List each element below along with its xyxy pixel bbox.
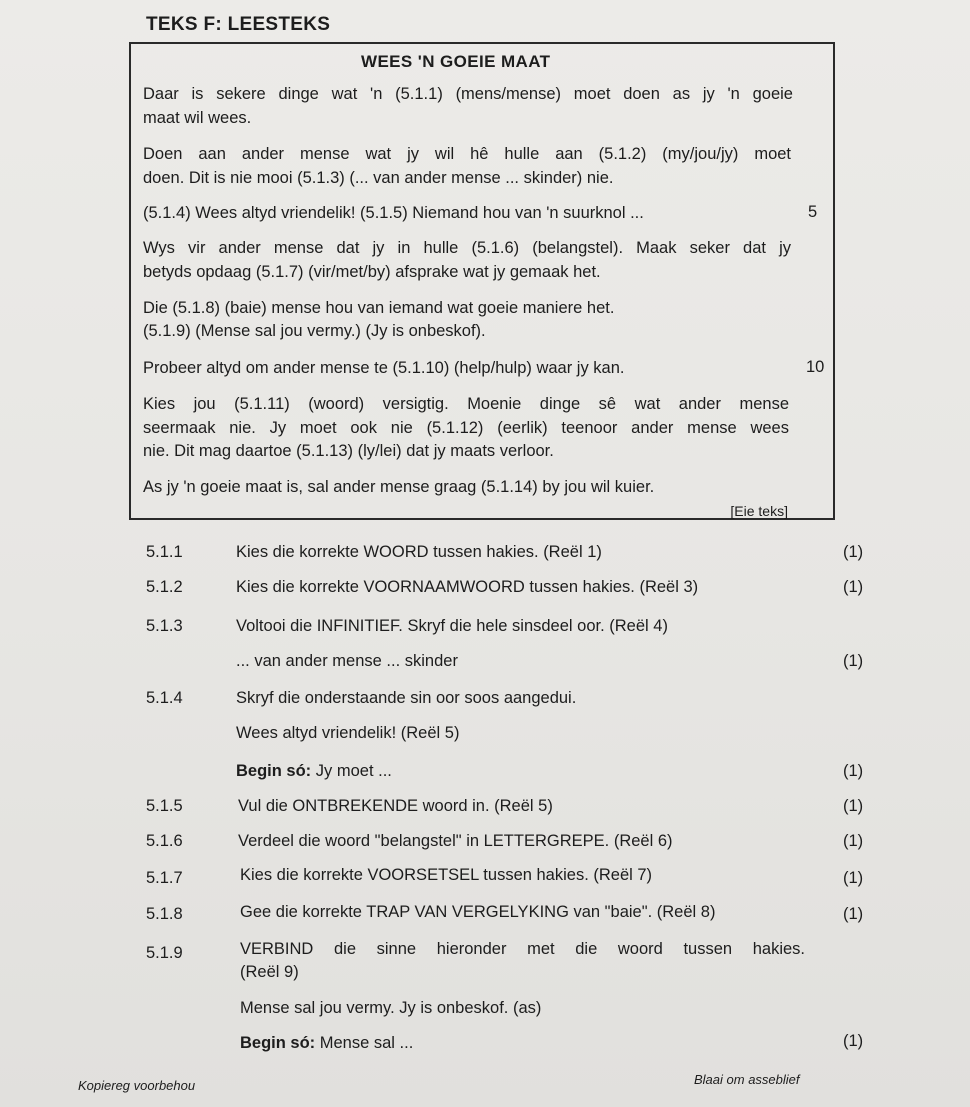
question-subtext: Wees altyd vriendelik! (Reël 5) [236,724,460,742]
question-text: Skryf die onderstaande sin oor soos aangedui. [236,689,577,707]
footer-turn-page: Blaai om asseblief [694,1072,800,1087]
question-text: Gee die korrekte TRAP VAN VERGELYKING van "baie". (Reël 8) [240,903,716,921]
passage-line: betyds opdaag (5.1.7) (vir/met/by) afsprake wat jy gemaak het. [143,263,601,281]
begin-label: Begin só: [240,1034,316,1052]
question-number: 5.1.7 [146,869,183,887]
passage-line: Die (5.1.8) (baie) mense hou van iemand wat goeie maniere het. [143,299,615,317]
question-number: 5.1.2 [146,578,183,596]
question-mark: (1) [843,762,864,780]
question-subtext: ... van ander mense ... skinder [236,652,458,670]
question-subtext: Mense sal jou vermy. Jy is onbeskof. (as) [240,999,542,1017]
question-number: 5.1.8 [146,905,183,923]
question-mark: (1) [843,1032,864,1050]
passage-line: (5.1.9) (Mense sal jou vermy.) (Jy is onbeskof). [143,322,486,340]
question-mark: (1) [843,797,864,815]
section-title: TEKS F: LEESTEKS [146,14,331,35]
question-mark: (1) [843,543,864,561]
passage-line: Doen aan ander mense wat jy wil hê hulle aan (5.1.2) (my/jou/jy) moet [143,145,791,163]
passage-line: As jy 'n goeie maat is, sal ander mense graag (5.1.14) by jou wil kuier. [143,478,655,496]
question-text: Kies die korrekte VOORNAAMWOORD tussen hakies. (Reël 3) [236,578,699,596]
passage-line: doen. Dit is nie mooi (5.1.3) (... van ander mense ... skinder) nie. [143,169,614,187]
question-text: VERBIND die sinne hieronder met die woord tussen hakies. [240,940,805,958]
question-mark: (1) [843,869,864,887]
passage-line: Daar is sekere dinge wat 'n (5.1.1) (mens/mense) moet doen as jy 'n goeie [143,85,793,103]
question-text: Kies die korrekte WOORD tussen hakies. (Reël 1) [236,543,602,561]
question-number: 5.1.4 [146,689,183,707]
passage-line: Probeer altyd om ander mense te (5.1.10) (help/hulp) waar jy kan. [143,359,625,377]
question-number: 5.1.5 [146,797,183,815]
source-label: [Eie teks] [730,503,788,519]
question-mark: (1) [843,832,864,850]
question-text: Voltooi die INFINITIEF. Skryf die hele sinsdeel oor. (Reël 4) [236,617,668,635]
question-mark: (1) [843,578,864,596]
passage-title: WEES 'N GOEIE MAAT [361,52,551,71]
question-text: Kies die korrekte VOORSETSEL tussen hakies. (Reël 7) [240,866,653,884]
question-number: 5.1.6 [146,832,183,850]
begin-text: Mense sal ... [315,1034,414,1052]
question-mark: (1) [843,905,864,923]
begin-line [240,1034,413,1053]
begin-label: Begin só: [236,762,312,780]
passage-line: maat wil wees. [143,109,252,127]
passage-line: seermaak nie. Jy moet ook nie (5.1.12) (eerlik) teenoor ander mense wees [143,419,789,437]
begin-text: Jy moet ... [311,762,392,780]
begin-line [236,762,392,781]
passage-line: nie. Dit mag daartoe (5.1.13) (ly/lei) dat jy maats verloor. [143,442,554,460]
line-number-marker: 5 [808,203,818,221]
question-mark: (1) [843,652,864,670]
question-number: 5.1.9 [146,944,183,962]
passage-line: (5.1.4) Wees altyd vriendelik! (5.1.5) Niemand hou van 'n suurknol ... [143,204,644,222]
line-number-marker: 10 [806,358,825,376]
question-text-continued: (Reël 9) [240,963,299,981]
passage-line: Kies jou (5.1.11) (woord) versigtig. Moenie dinge sê wat ander mense [143,395,789,413]
question-number: 5.1.1 [146,543,183,561]
question-text: Verdeel die woord "belangstel" in LETTERGREPE. (Reël 6) [238,832,673,850]
question-number: 5.1.3 [146,617,183,635]
footer-copyright: Kopiereg voorbehou [78,1078,196,1093]
passage-line: Wys vir ander mense dat jy in hulle (5.1.6) (belangstel). Maak seker dat jy [143,239,791,257]
question-text: Vul die ONTBREKENDE woord in. (Reël 5) [238,797,553,815]
